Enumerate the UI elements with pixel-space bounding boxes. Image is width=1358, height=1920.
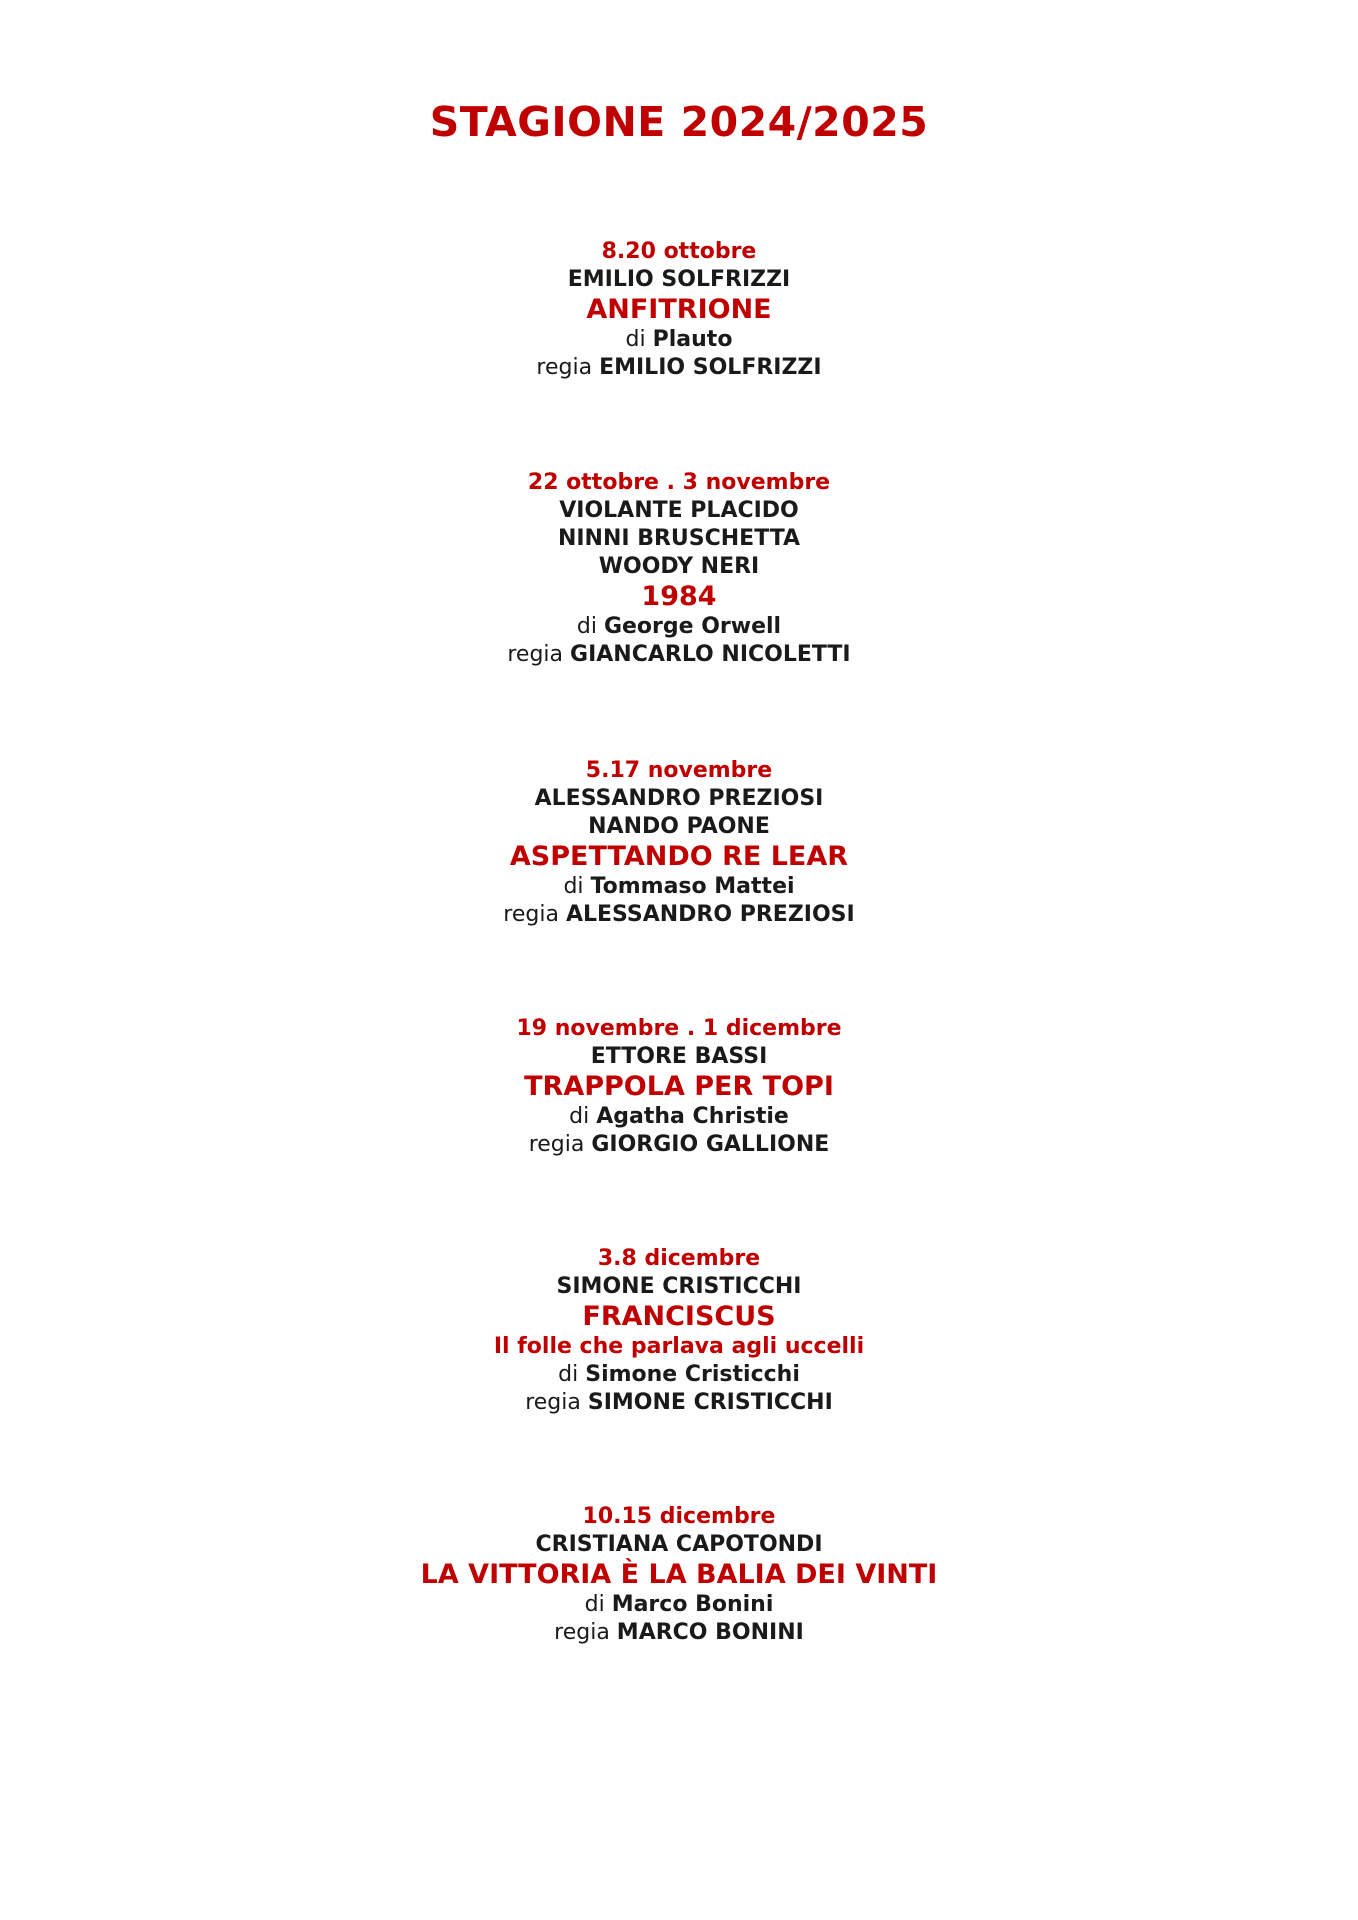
author-name: Agatha Christie: [596, 1104, 789, 1129]
show-director: [0, 901, 1358, 929]
show-author: [0, 1103, 1358, 1131]
show-actor: ETTORE BASSI: [590, 1044, 768, 1069]
author-prefix: di: [625, 327, 646, 352]
show-author: [0, 873, 1358, 901]
director-prefix: regia: [554, 1620, 610, 1645]
author-name: Plauto: [652, 327, 733, 352]
author-prefix: di: [576, 614, 597, 639]
show-date: 22 ottobre . 3 novembre: [527, 470, 831, 495]
show-title: LA VITTORIA È LA BALIA DEI VINTI: [420, 1559, 938, 1590]
show-director: [0, 1131, 1358, 1159]
show-director: [0, 1619, 1358, 1647]
show-title: ANFITRIONE: [586, 294, 772, 325]
director-name: GIANCARLO NICOLETTI: [570, 642, 851, 667]
author-prefix: di: [584, 1592, 605, 1617]
show-entry-trappola-per-topi: [0, 1015, 1358, 1159]
author-name: Marco Bonini: [611, 1592, 774, 1617]
show-title: TRAPPOLA PER TOPI: [524, 1071, 834, 1102]
show-author: [0, 1361, 1358, 1389]
show-date: 10.15 dicembre: [582, 1504, 776, 1529]
show-date: 19 novembre . 1 dicembre: [516, 1016, 842, 1041]
show-author: [0, 613, 1358, 641]
director-prefix: regia: [528, 1132, 585, 1157]
show-entry-anfitrione: [0, 238, 1358, 382]
director-prefix: regia: [507, 642, 564, 667]
show-actor: WOODY NERI: [598, 554, 760, 579]
show-author: [0, 326, 1358, 354]
author-prefix: di: [558, 1362, 579, 1387]
show-actor: CRISTIANA CAPOTONDI: [535, 1532, 823, 1557]
author-prefix: di: [563, 874, 584, 899]
show-author: [0, 1591, 1358, 1619]
show-subtitle: Il folle che parlava agli uccelli: [493, 1334, 865, 1359]
author-name: George Orwell: [603, 614, 782, 639]
show-entry-la-vittoria: [0, 1503, 1358, 1647]
show-date: 3.8 dicembre: [597, 1246, 761, 1271]
show-entry-franciscus: [0, 1245, 1358, 1417]
show-title: 1984: [641, 581, 717, 612]
director-prefix: regia: [503, 902, 559, 927]
show-entry-1984: [0, 469, 1358, 669]
author-name: Simone Cristicchi: [585, 1362, 800, 1387]
show-actor: EMILIO SOLFRIZZI: [567, 267, 791, 292]
director-name: SIMONE CRISTICCHI: [587, 1390, 833, 1415]
show-director: [0, 641, 1358, 669]
director-name: GIORGIO GALLIONE: [591, 1132, 830, 1157]
author-prefix: di: [569, 1104, 590, 1129]
show-date: 8.20 ottobre: [601, 239, 757, 264]
show-director: [0, 354, 1358, 382]
show-title: FRANCISCUS: [582, 1301, 776, 1332]
show-actor: NANDO PAONE: [588, 814, 770, 839]
show-actor: ALESSANDRO PREZIOSI: [534, 786, 824, 811]
director-name: ALESSANDRO PREZIOSI: [565, 902, 855, 927]
show-title: ASPETTANDO RE LEAR: [509, 841, 849, 872]
show-director: [0, 1389, 1358, 1417]
director-prefix: regia: [536, 355, 593, 380]
show-date: 5.17 novembre: [585, 758, 773, 783]
show-actor: SIMONE CRISTICCHI: [556, 1274, 802, 1299]
author-name: Tommaso Mattei: [590, 874, 795, 899]
director-name: MARCO BONINI: [616, 1620, 804, 1645]
director-prefix: regia: [525, 1390, 581, 1415]
director-name: EMILIO SOLFRIZZI: [599, 355, 822, 380]
show-actor: NINNI BRUSCHETTA: [557, 526, 801, 551]
season-title: STAGIONE 2024/2025: [429, 98, 929, 146]
show-entry-aspettando-re-lear: [0, 757, 1358, 929]
show-actor: VIOLANTE PLACIDO: [559, 498, 799, 523]
